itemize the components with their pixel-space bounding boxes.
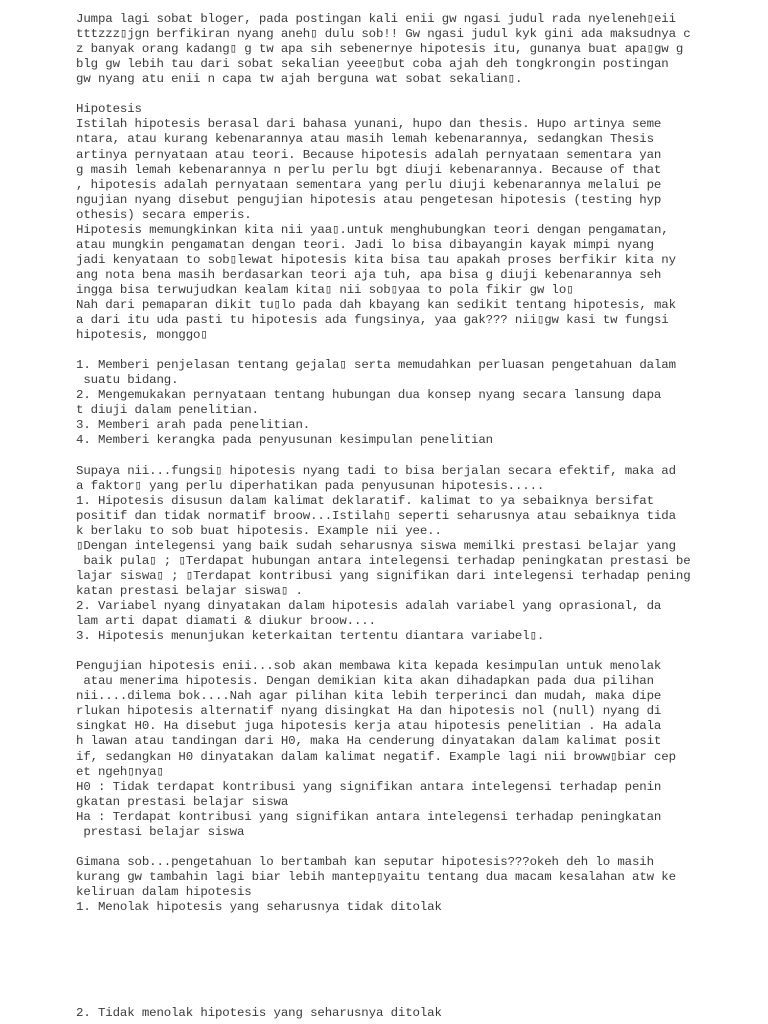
text-line: g masih lemah kebenarannya n perlu perlu bgt diuji kebenarannya. Because of that <box>76 162 662 177</box>
text-line: othesis) secara emperis. <box>76 207 252 222</box>
text-line: Istilah hipotesis berasal dari bahasa yunani, hupo dan thesis. Hupo artinya seme <box>76 117 662 132</box>
text-line: k berlaku to sob buat hipotesis. Example nii yee.. <box>76 523 442 538</box>
text-line: prestasi belajar siswa <box>76 824 245 839</box>
text-line: h lawan atau tandingan dari H0, maka Ha cenderung dinyatakan dalam kalimat posit <box>76 734 662 749</box>
text-line: positif dan tidak normatif broow...Istilah▯ seperti seharusnya atau sebaiknya tida <box>76 508 676 523</box>
text-line: hipotesis, monggo▯ <box>76 328 208 343</box>
text-line: artinya pernyataan atau teori. Because hipotesis adalah pernyataan sementara yan <box>76 147 662 162</box>
text-line: a faktor▯ yang perlu diperhatikan pada penyusunan hipotesis..... <box>76 478 545 493</box>
text-line: 1. Hipotesis disusun dalam kalimat deklaratif. kalimat to ya sebaiknya bersifat <box>76 493 654 508</box>
text-line: keliruan dalam hipotesis <box>76 884 252 899</box>
text-line: kurang gw tambahin lagi biar lebih mantep▯yaitu tentang dua macam kesalahan atw ke <box>76 869 676 884</box>
text-line: ang nota bena masih berdasarkan teori aja tuh, apa bisa g diuji kebenarannya seh <box>76 267 662 282</box>
text-line: tttzzz▯jgn berfikiran nyang aneh▯ dulu sob!! Gw ngasi judul kyk gini ada maksudnya c <box>76 27 691 42</box>
text-line: Pengujian hipotesis enii...sob akan membawa kita kepada kesimpulan untuk menolak <box>76 659 662 674</box>
text-line: 1. Memberi penjelasan tentang gejala▯ serta memudahkan perluasan pengetahuan dalam <box>76 358 676 373</box>
text-line: suatu bidang. <box>76 373 179 388</box>
text-line: Ha : Terdapat kontribusi yang signifikan antara intelegensi terhadap peningkatan <box>76 809 662 824</box>
text-line: rlukan hipotesis alternatif nyang disingkat Ha dan hipotesis nol (null) nyang di <box>76 704 662 719</box>
text-line: ▯Dengan intelegensi yang baik sudah seharusnya siswa memilki prestasi belajar yang <box>76 538 676 553</box>
text-line: blg gw lebih tau dari sobat sekalian yeee▯but coba ajah deh tongkrongin postingan <box>76 57 669 72</box>
text-line: gkatan prestasi belajar siswa <box>76 794 289 809</box>
text-line: 2. Variabel nyang dinyatakan dalam hipotesis adalah variabel yang oprasional, da <box>76 599 662 613</box>
text-line: Jumpa lagi sobat bloger, pada postingan kali enii gw ngasi judul rada nyeleneh▯eii <box>76 12 676 26</box>
text-line: 3. Hipotesis menunjukan keterkaitan tertentu diantara variabel▯. <box>76 629 545 644</box>
text-line: atau mungkin pengamatan dengan teori. Jadi lo bisa dibayangin kayak mimpi nyang <box>76 237 654 252</box>
text-line: 2. Mengemukakan pernyataan tentang hubungan dua konsep nyang secara lansung dapa <box>76 388 662 403</box>
text-line: Nah dari pemaparan dikit tu▯lo pada dah kbayang kan sedikit tentang hipotesis, mak <box>76 297 676 312</box>
text-line: et ngeh▯nya▯ <box>76 764 164 779</box>
text-line: atau menerima hipotesis. Dengan demikian kita akan dihadapkan pada dua pilihan <box>76 674 654 689</box>
text-line: lam arti dapat diamati & diukur broow.... <box>76 614 376 628</box>
footer-text-line: 2. Tidak menolak hipotesis yang seharusnya ditolak <box>76 1006 442 1020</box>
text-line: if, sedangkan H0 dinyatakan dalam kalimat negatif. Example lagi nii broww▯biar cep <box>76 749 676 764</box>
text-line: ingga bisa terwujudkan kealam kita▯ nii sob▯yaa to pola fikir gw lo▯ <box>76 282 574 297</box>
text-line: Hipotesis <box>76 102 142 117</box>
text-line: 1. Menolak hipotesis yang seharusnya tidak ditolak <box>76 900 442 914</box>
text-line: H0 : Tidak terdapat kontribusi yang signifikan antara intelegensi terhadap penin <box>76 779 662 794</box>
text-line: ntara, atau kurang kebenarannya atau masih lemah kebenarannya, sedangkan Thesis <box>76 132 654 147</box>
text-line: z banyak orang kadang▯ g tw apa sih sebenernye hipotesis itu, gunanya buat apa▯gw g <box>76 42 684 57</box>
text-line: Supaya nii...fungsi▯ hipotesis nyang tadi to bisa berjalan secara efektif, maka ad <box>76 463 676 478</box>
text-line: Gimana sob...pengetahuan lo bertambah kan seputar hipotesis???okeh deh lo masih <box>76 854 654 869</box>
text-line: gw nyang atu enii n capa tw ajah berguna wat sobat sekalian▯. <box>76 72 523 87</box>
text-line: Hipotesis memungkinkan kita nii yaa▯.untuk menghubungkan teori dengan pengamatan, <box>76 222 669 237</box>
text-line: katan prestasi belajar siswa▯ . <box>76 583 303 598</box>
text-line: 4. Memberi kerangka pada penyusunan kesimpulan penelitian <box>76 433 493 448</box>
text-line: baik pula▯ ; ▯Terdapat hubungan antara intelegensi terhadap peningkatan prestasi be <box>76 553 691 568</box>
text-line: a dari itu uda pasti tu hipotesis ada fungsinya, yaa gak??? nii▯gw kasi tw fungsi <box>76 313 669 327</box>
text-line: t diuji dalam penelitian. <box>76 403 259 418</box>
text-line: , hipotesis adalah pernyataan sementara yang perlu diuji kebenarannya melalui pe <box>76 177 662 192</box>
text-line: nii....dilema bok....Nah agar pilihan kita lebih terperinci dan mudah, maka dipe <box>76 689 662 704</box>
text-line: jadi kenyataan to sob▯lewat hipotesis kita bisa tau apakah proses berfikir kita ny <box>76 252 676 267</box>
text-line: ngujian nyang disebut pengujian hipotesis atau pengetesan hipotesis (testing hyp <box>76 192 662 207</box>
text-line: singkat H0. Ha disebut juga hipotesis kerja atau hipotesis penelitian . Ha adala <box>76 719 662 734</box>
text-line: lajar siswa▯ ; ▯Terdapat kontribusi yang signifikan dari intelegensi terhadap pening <box>76 568 691 583</box>
text-line: 3. Memberi arah pada penelitian. <box>76 418 311 433</box>
